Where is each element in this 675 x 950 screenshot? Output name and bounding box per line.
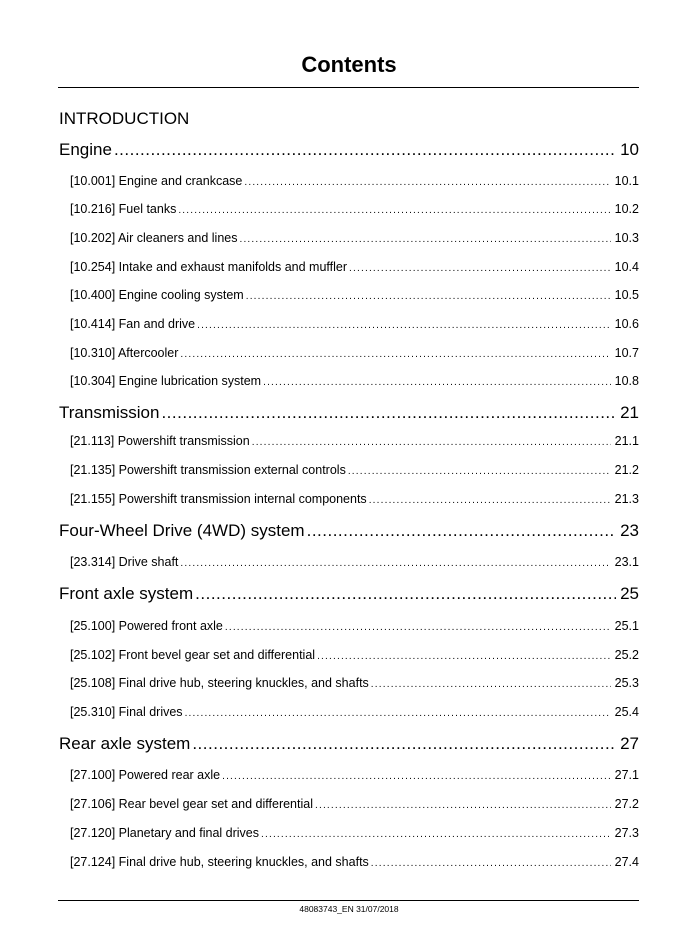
dot-leader	[192, 734, 616, 754]
toc-section[interactable]	[70, 463, 639, 477]
toc-section-label: [27.100] Powered rear axle	[70, 768, 221, 782]
toc-section-label: [25.102] Front bevel gear set and differential	[70, 648, 316, 662]
toc-section-page: 10.8	[614, 374, 639, 388]
toc-chapter-4wd[interactable]	[59, 521, 639, 541]
toc-section[interactable]	[70, 555, 639, 569]
dot-leader	[185, 708, 611, 719]
toc-section[interactable]	[70, 492, 639, 506]
dot-leader	[263, 377, 611, 388]
toc-section-label: [27.120] Planetary and final drives	[70, 826, 260, 840]
dot-leader	[244, 177, 610, 188]
toc-chapter-label: Four-Wheel Drive (4WD) system	[59, 521, 305, 540]
toc-section-page: 25.3	[614, 676, 639, 690]
toc-section-page: 10.1	[614, 174, 639, 188]
toc-section[interactable]	[70, 648, 639, 662]
toc-section-label: [10.254] Intake and exhaust manifolds and muffler	[70, 260, 348, 274]
toc-section-label: [21.155] Powershift transmission internal components	[70, 492, 367, 506]
dot-leader	[180, 558, 610, 569]
toc-chapter-rear-axle[interactable]	[59, 734, 639, 754]
dot-leader	[371, 858, 611, 869]
toc-section-page: 21.3	[614, 492, 639, 506]
toc-section-label: [10.216] Fuel tanks	[70, 202, 177, 216]
dot-leader	[195, 584, 616, 604]
toc-section-label: [27.106] Rear bevel gear set and differential	[70, 797, 313, 811]
toc-chapter-page: 10	[620, 140, 639, 159]
dot-leader	[371, 679, 611, 690]
toc-section[interactable]	[70, 855, 639, 869]
dot-leader	[114, 140, 616, 160]
toc-chapter-transmission[interactable]	[59, 403, 639, 423]
toc-section-label: [10.202] Air cleaners and lines	[70, 231, 238, 245]
dot-leader	[252, 437, 611, 448]
toc-chapter-label: Rear axle system	[59, 734, 191, 753]
page-title: Contents	[301, 52, 397, 77]
toc-section-page: 10.6	[614, 317, 639, 331]
dot-leader	[315, 800, 611, 811]
toc-section-page: 21.1	[614, 434, 639, 448]
toc-section-label: [10.400] Engine cooling system	[70, 288, 244, 302]
toc-section[interactable]	[70, 374, 639, 388]
toc-chapter-front-axle[interactable]	[59, 584, 639, 604]
dot-leader	[197, 320, 611, 331]
toc-chapter-engine[interactable]	[59, 140, 639, 160]
toc-chapter-label: Transmission	[59, 403, 160, 422]
toc-section-page: 23.1	[614, 555, 639, 569]
toc-section-page: 25.1	[614, 619, 639, 633]
toc-chapter-label: Front axle system	[59, 584, 194, 603]
toc-section[interactable]	[70, 434, 639, 448]
toc-section[interactable]	[70, 768, 639, 782]
toc-section-page: 27.2	[614, 797, 639, 811]
dot-leader	[225, 622, 611, 633]
toc-section-label: [21.113] Powershift transmission	[70, 434, 250, 448]
toc-chapter-page: 25	[620, 584, 639, 603]
toc-section[interactable]	[70, 676, 639, 690]
dot-leader	[369, 495, 611, 506]
toc-section-page: 27.3	[614, 826, 639, 840]
dot-leader	[178, 205, 610, 216]
toc-section[interactable]	[70, 619, 639, 633]
toc-section-label: [25.108] Final drive hub, steering knuckles, and shafts	[70, 676, 369, 690]
toc-section[interactable]	[70, 231, 639, 245]
dot-leader	[349, 263, 611, 274]
toc-section-label: [27.124] Final drive hub, steering knuckles, and shafts	[70, 855, 369, 869]
toc-section-label: [10.310] Aftercooler	[70, 346, 179, 360]
toc-section[interactable]	[70, 797, 639, 811]
dot-leader	[307, 521, 616, 541]
toc-section-page: 10.2	[614, 202, 639, 216]
toc-section-label: [21.135] Powershift transmission external controls	[70, 463, 346, 477]
toc-section[interactable]	[70, 260, 639, 274]
toc-section-label: [10.304] Engine lubrication system	[70, 374, 262, 388]
toc-section-page: 25.4	[614, 705, 639, 719]
toc-section[interactable]	[70, 317, 639, 331]
dot-leader	[239, 234, 610, 245]
toc-section-label: [25.310] Final drives	[70, 705, 183, 719]
toc-chapter-label: Engine	[59, 140, 112, 159]
toc-chapter-page: 21	[620, 403, 639, 422]
toc-section-label: [23.314] Drive shaft	[70, 555, 179, 569]
toc-section-page: 25.2	[614, 648, 639, 662]
dot-leader	[317, 651, 611, 662]
toc-section[interactable]	[70, 288, 639, 302]
dot-leader	[246, 291, 611, 302]
toc-section[interactable]	[70, 826, 639, 840]
toc-section[interactable]	[70, 705, 639, 719]
toc-section-page: 10.4	[614, 260, 639, 274]
dot-leader	[180, 349, 610, 360]
toc-entry-introduction[interactable]: INTRODUCTION	[59, 109, 190, 128]
toc-section-label: [10.001] Engine and crankcase	[70, 174, 243, 188]
footer-rule	[58, 900, 639, 901]
toc-section-page: 27.1	[614, 768, 639, 782]
toc-chapter-page: 27	[620, 734, 639, 753]
toc-section[interactable]	[70, 174, 639, 188]
toc-section-page: 10.3	[614, 231, 639, 245]
toc-section-page: 27.4	[614, 855, 639, 869]
dot-leader	[161, 403, 616, 423]
toc-section-label: [10.414] Fan and drive	[70, 317, 196, 331]
dot-leader	[348, 466, 611, 477]
toc-section-label: [25.100] Powered front axle	[70, 619, 223, 633]
toc-section-page: 10.7	[614, 346, 639, 360]
toc-chapter-page: 23	[620, 521, 639, 540]
toc-section[interactable]	[70, 202, 639, 216]
dot-leader	[222, 771, 611, 782]
toc-section[interactable]	[70, 346, 639, 360]
dot-leader	[261, 829, 611, 840]
toc-section-page: 10.5	[614, 288, 639, 302]
document-footer: 48083743_EN 31/07/2018	[299, 904, 399, 914]
toc-section-page: 21.2	[614, 463, 639, 477]
